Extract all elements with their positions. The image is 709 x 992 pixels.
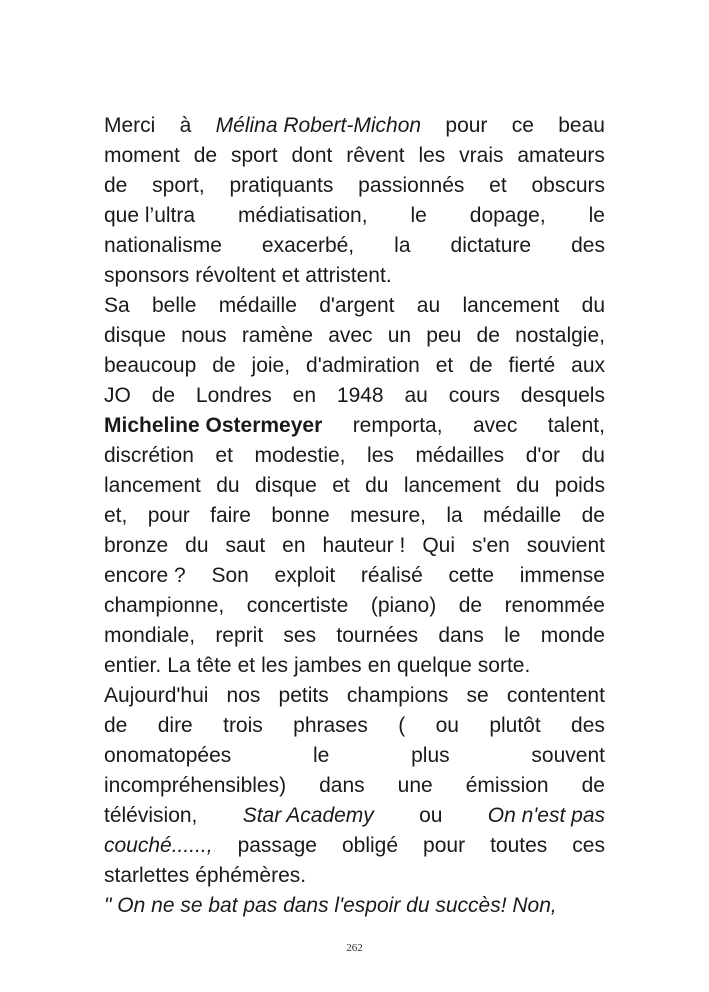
text-line [104, 261, 605, 291]
word: pour [445, 114, 488, 137]
word: attristent. [305, 264, 392, 287]
word: du [516, 474, 540, 497]
word: Aujourd'hui [104, 684, 209, 707]
word: passionnés [358, 174, 465, 197]
word: ou [419, 804, 443, 827]
word: sponsors [104, 264, 190, 287]
word: saut [225, 534, 266, 557]
word: Merci [104, 114, 156, 137]
word: de [476, 324, 500, 347]
text-line [104, 801, 605, 831]
word: Sa [104, 294, 130, 317]
word: et [332, 474, 350, 497]
word: contentent [506, 684, 605, 707]
text-line [104, 561, 605, 591]
word: mesure, [350, 504, 426, 527]
word: de [458, 594, 483, 617]
text-line [104, 351, 605, 381]
word: révoltent [195, 264, 276, 287]
word: peu [426, 324, 462, 347]
word: jambes [293, 654, 362, 677]
word: le [588, 204, 605, 227]
word: dans [319, 774, 365, 797]
word: les [367, 444, 394, 467]
word: bronze [104, 534, 169, 557]
word: les [261, 654, 288, 677]
text-line [104, 741, 605, 771]
text-line [104, 171, 605, 201]
word: remporta, [352, 414, 443, 437]
italic-text: " On ne se bat pas dans l'espoir du succès! Non, [104, 894, 557, 917]
word: onomatopées [104, 744, 232, 767]
word: modestie, [254, 444, 346, 467]
word: médailles [415, 444, 505, 467]
word: ces [572, 834, 605, 857]
text-line [104, 651, 605, 681]
word: exacerbé, [261, 234, 355, 257]
text-line [104, 141, 605, 171]
word: belle [152, 294, 197, 317]
word: obligé [341, 834, 399, 857]
word: aux [571, 354, 605, 377]
word: vrais [459, 144, 504, 167]
word: poids [554, 474, 605, 497]
word: petits [278, 684, 329, 707]
word: exploit [274, 564, 336, 587]
word: rêvent [346, 144, 405, 167]
word: obscurs [531, 174, 605, 197]
word: médaille [218, 294, 297, 317]
word: de [581, 774, 605, 797]
word: sorte. [477, 654, 531, 677]
word: d'or [525, 444, 561, 467]
text-line [104, 771, 605, 801]
word: JO [104, 384, 131, 407]
word: une [397, 774, 433, 797]
word: champions [346, 684, 449, 707]
word: du [581, 294, 605, 317]
text-line [104, 471, 605, 501]
word: au [404, 384, 428, 407]
word: Son [211, 564, 249, 587]
word: cours [448, 384, 501, 407]
word: mondiale, [104, 624, 196, 647]
word: ce [511, 114, 534, 137]
word: immense [519, 564, 605, 587]
text-line [104, 831, 605, 861]
text-line [104, 621, 605, 651]
word: émission [465, 774, 549, 797]
word: La [167, 654, 191, 677]
text-line [104, 321, 605, 351]
word: nous [181, 324, 227, 347]
word: et, [104, 504, 128, 527]
text-line [104, 501, 605, 531]
word: télévision, [104, 804, 198, 827]
italic-text: couché......, [104, 834, 213, 857]
word: de [581, 504, 605, 527]
word: trois [223, 714, 263, 737]
word: la [394, 234, 411, 257]
word: des [571, 234, 605, 257]
word: cette [448, 564, 495, 587]
page-number: 262 [346, 942, 363, 954]
word: avec [472, 414, 518, 437]
word: le [504, 624, 521, 647]
word: les [418, 144, 446, 167]
text-line [104, 291, 605, 321]
word: pratiquants [229, 174, 334, 197]
word: concertiste [246, 594, 349, 617]
word: du [216, 474, 240, 497]
word: starlettes [104, 864, 190, 887]
word: en [282, 534, 306, 557]
word: nationalisme [104, 234, 222, 257]
word: beau [558, 114, 605, 137]
text-line [104, 531, 605, 561]
word: discrétion [104, 444, 194, 467]
text-line [104, 231, 605, 261]
word: 1948 [336, 384, 384, 407]
word: joie, [251, 354, 291, 377]
word: du [185, 534, 209, 557]
word: avec [328, 324, 373, 347]
word: de [104, 714, 128, 737]
word: à [179, 114, 192, 137]
word: toutes [490, 834, 548, 857]
word: dans [438, 624, 484, 647]
text-line [104, 201, 605, 231]
word: amateurs [517, 144, 605, 167]
word: plus [411, 744, 450, 767]
text-line [104, 111, 605, 141]
word: quelque [397, 654, 472, 677]
word: sport [230, 144, 278, 167]
word: de [104, 174, 128, 197]
word: des [571, 714, 605, 737]
word: un [387, 324, 412, 347]
word: incompréhensibles) [104, 774, 287, 797]
word: d'argent [319, 294, 395, 317]
word: phrases [293, 714, 368, 737]
word: (piano) [370, 594, 437, 617]
word: reprit [215, 624, 264, 647]
word: et [435, 354, 454, 377]
word: lancement [403, 474, 501, 497]
text-line [104, 711, 605, 741]
word: Qui [422, 534, 455, 557]
italic-text: Mélina Robert-Michon [215, 114, 422, 137]
word: talent, [547, 414, 605, 437]
word: que l’ultra [104, 204, 196, 227]
word: tournées [336, 624, 419, 647]
text-line [104, 411, 605, 441]
text-line [104, 861, 605, 891]
word: lancement [104, 474, 201, 497]
word: de [212, 354, 236, 377]
word: moment [104, 144, 180, 167]
word: au [416, 294, 441, 317]
word: pour [147, 504, 190, 527]
text-line [104, 381, 605, 411]
word: fierté [508, 354, 556, 377]
word: disque [104, 324, 166, 347]
word: la [446, 504, 463, 527]
word: plutôt [489, 714, 541, 737]
word: faire [210, 504, 251, 527]
word: de [193, 144, 218, 167]
word: renommée [504, 594, 605, 617]
word: ses [283, 624, 317, 647]
word: réalisé [360, 564, 423, 587]
word: et [489, 174, 507, 197]
word: souvient [526, 534, 605, 557]
word: de [469, 354, 493, 377]
word: de [151, 384, 176, 407]
word: dictature [450, 234, 532, 257]
text-line [104, 681, 605, 711]
word: souvent [531, 744, 605, 767]
body-text [104, 111, 605, 921]
word: médaille [483, 504, 562, 527]
text-line [104, 591, 605, 621]
word: se [466, 684, 489, 707]
italic-text: Star Academy [242, 804, 374, 827]
word: dont [291, 144, 333, 167]
word: du [581, 444, 605, 467]
word: le [313, 744, 330, 767]
text-line [104, 441, 605, 471]
word: entier. [104, 654, 162, 677]
word: bonne [271, 504, 330, 527]
word: médiatisation, [237, 204, 368, 227]
word: disque [254, 474, 317, 497]
word: ( [398, 714, 406, 737]
word: et [237, 654, 256, 677]
word: d'admiration [306, 354, 420, 377]
word: championne, [104, 594, 225, 617]
word: et [281, 264, 300, 287]
word: desquels [520, 384, 605, 407]
word: sport, [152, 174, 205, 197]
word: le [410, 204, 427, 227]
text-line [104, 891, 605, 921]
word: éphémères. [195, 864, 307, 887]
word: ramène [241, 324, 314, 347]
word: dopage, [469, 204, 546, 227]
word: tête [196, 654, 232, 677]
word: encore ? [104, 564, 186, 587]
word: du [365, 474, 389, 497]
word: pour [423, 834, 466, 857]
word: hauteur ! [322, 534, 406, 557]
word: en [367, 654, 392, 677]
word: s'en [471, 534, 510, 557]
word: monde [540, 624, 605, 647]
word: ou [435, 714, 459, 737]
word: nostalgie, [515, 324, 605, 347]
word: beaucoup [104, 354, 197, 377]
word: dire [157, 714, 193, 737]
bold-text: Micheline Ostermeyer [104, 414, 323, 437]
word: Londres [195, 384, 272, 407]
word: nos [226, 684, 261, 707]
word: passage [237, 834, 317, 857]
word: en [292, 384, 317, 407]
italic-text: On n'est pas [487, 804, 605, 827]
word: lancement [462, 294, 560, 317]
word: et [215, 444, 233, 467]
